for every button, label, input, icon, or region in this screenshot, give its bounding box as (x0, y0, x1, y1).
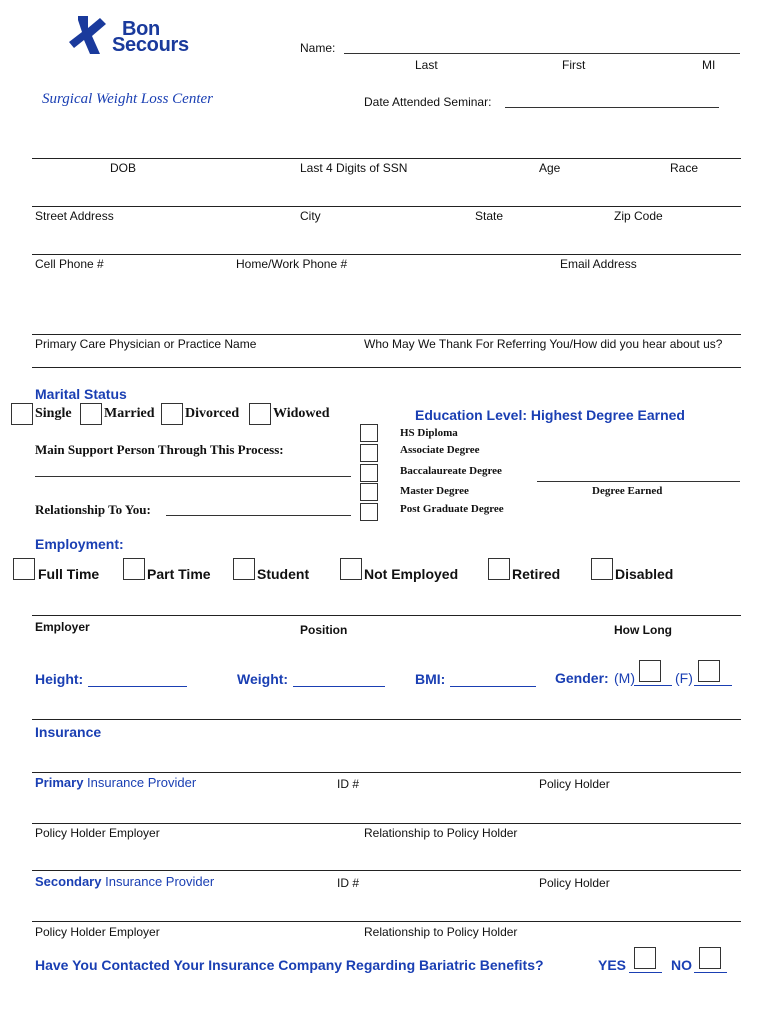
home-work-phone-label[interactable]: Home/Work Phone # (236, 257, 348, 271)
divider (32, 334, 741, 335)
gender-m-label: (M) (614, 670, 635, 686)
employment-title: Employment: (35, 536, 124, 552)
secondary-bold: Secondary (35, 874, 102, 889)
divider (32, 921, 741, 922)
marital-divorced-checkbox[interactable] (161, 403, 183, 425)
degree-earned-field[interactable] (537, 481, 740, 482)
marital-single-label: Single (35, 406, 72, 421)
gender-m-checkbox[interactable] (639, 660, 661, 682)
employer-label[interactable]: Employer (35, 620, 90, 634)
emp-notemployed-checkbox[interactable] (340, 558, 362, 580)
secondary-holder-employer-label[interactable]: Policy Holder Employer (35, 925, 160, 939)
edu-associate-label: Associate Degree (400, 444, 480, 456)
edu-associate-checkbox[interactable] (360, 444, 378, 462)
seminar-field[interactable] (505, 107, 719, 108)
height-field[interactable] (88, 686, 187, 687)
email-label[interactable]: Email Address (560, 257, 637, 271)
edu-postgrad-checkbox[interactable] (360, 503, 378, 521)
name-sub-first: First (562, 58, 586, 72)
logo-line1: Bon (122, 18, 160, 40)
how-long-label[interactable]: How Long (614, 623, 672, 637)
gender-f-checkbox[interactable] (698, 660, 720, 682)
emp-disabled-checkbox[interactable] (591, 558, 613, 580)
degree-earned-label: Degree Earned (592, 485, 663, 497)
emp-retired-label: Retired (512, 566, 561, 582)
emp-parttime-checkbox[interactable] (123, 558, 145, 580)
edu-baccalaureate-label: Baccalaureate Degree (400, 465, 502, 477)
no-checkbox[interactable] (699, 947, 721, 969)
emp-fulltime-checkbox[interactable] (13, 558, 35, 580)
marital-widowed-label: Widowed (273, 406, 330, 421)
logo (66, 14, 206, 58)
primary-policy-holder-label[interactable]: Policy Holder (539, 777, 610, 791)
marital-single-checkbox[interactable] (11, 403, 33, 425)
name-label: Name: (300, 41, 336, 55)
divider (32, 367, 741, 368)
marital-widowed-checkbox[interactable] (249, 403, 271, 425)
logo-line2: Secours (112, 34, 189, 56)
cell-phone-label[interactable]: Cell Phone # (35, 257, 104, 271)
emp-disabled-label: Disabled (615, 566, 674, 582)
name-sub-mi: MI (702, 58, 716, 72)
edu-postgrad-label: Post Graduate Degree (400, 503, 504, 515)
education-title: Education Level: Highest Degree Earned (415, 407, 685, 423)
emp-student-checkbox[interactable] (233, 558, 255, 580)
emp-notemployed-label: Not Employed (364, 566, 459, 582)
bariatric-question: Have You Contacted Your Insurance Company Regarding Bariatric Benefits? (35, 957, 544, 973)
divider (32, 615, 741, 616)
emp-fulltime-label: Full Time (38, 566, 100, 582)
age-label[interactable]: Age (539, 161, 561, 175)
name-field[interactable] (344, 53, 740, 54)
primary-rest: Insurance Provider (87, 775, 197, 790)
edu-master-checkbox[interactable] (360, 483, 378, 501)
gender-f-field[interactable] (694, 685, 732, 686)
seminar-label: Date Attended Seminar: (364, 95, 492, 109)
no-label: NO (671, 957, 692, 973)
no-field[interactable] (694, 972, 727, 973)
marital-status-title: Marital Status (35, 386, 127, 402)
relationship-field[interactable] (166, 515, 351, 516)
edu-master-label: Master Degree (400, 485, 469, 497)
referral-label[interactable]: Who May We Thank For Referring You/How did you hear about us? (364, 337, 723, 351)
name-sub-last: Last (415, 58, 438, 72)
primary-holder-employer-label[interactable]: Policy Holder Employer (35, 826, 160, 840)
secondary-relationship-label[interactable]: Relationship to Policy Holder (364, 925, 518, 939)
secondary-id-label[interactable]: ID # (337, 876, 360, 890)
gender-f-label: (F) (675, 670, 693, 686)
bmi-label: BMI: (415, 671, 446, 687)
edu-hs-checkbox[interactable] (360, 424, 378, 442)
insurance-title: Insurance (35, 724, 102, 740)
primary-relationship-label[interactable]: Relationship to Policy Holder (364, 826, 518, 840)
street-label[interactable]: Street Address (35, 209, 114, 223)
divider (32, 870, 741, 871)
zip-label[interactable]: Zip Code (614, 209, 663, 223)
divider (32, 719, 741, 720)
secondary-policy-holder-label[interactable]: Policy Holder (539, 876, 610, 890)
main-support-label: Main Support Person Through This Process: (35, 442, 284, 457)
gender-label: Gender: (555, 670, 609, 686)
yes-label: YES (598, 957, 627, 973)
city-label[interactable]: City (300, 209, 321, 223)
yes-checkbox[interactable] (634, 947, 656, 969)
gender-m-field[interactable] (634, 685, 672, 686)
divider (32, 206, 741, 207)
dob-label[interactable]: DOB (110, 161, 137, 175)
divider (32, 772, 741, 773)
weight-field[interactable] (293, 686, 385, 687)
emp-parttime-label: Part Time (147, 566, 211, 582)
divider (32, 254, 741, 255)
pcp-label[interactable]: Primary Care Physician or Practice Name (35, 337, 257, 351)
relationship-label: Relationship To You: (35, 502, 151, 517)
yes-field[interactable] (629, 972, 662, 973)
state-label[interactable]: State (475, 209, 504, 223)
marital-married-label: Married (104, 406, 155, 421)
height-label: Height: (35, 671, 84, 687)
marital-divorced-label: Divorced (185, 406, 240, 421)
race-label[interactable]: Race (670, 161, 699, 175)
main-support-field[interactable] (35, 476, 351, 477)
marital-married-checkbox[interactable] (80, 403, 102, 425)
position-label[interactable]: Position (300, 623, 348, 637)
bmi-field[interactable] (450, 686, 536, 687)
edu-baccalaureate-checkbox[interactable] (360, 464, 378, 482)
divider (32, 823, 741, 824)
edu-hs-label: HS Diploma (400, 427, 458, 439)
primary-provider-label[interactable] (35, 775, 196, 790)
center-name: Surgical Weight Loss Center (42, 91, 213, 107)
divider (32, 158, 741, 159)
emp-student-label: Student (257, 566, 310, 582)
weight-label: Weight: (237, 671, 289, 687)
emp-retired-checkbox[interactable] (488, 558, 510, 580)
secondary-provider-label[interactable] (35, 874, 214, 889)
bon-secours-logo-icon (66, 14, 118, 58)
primary-id-label[interactable]: ID # (337, 777, 360, 791)
primary-bold: Primary (35, 775, 84, 790)
ssn-label[interactable]: Last 4 Digits of SSN (300, 161, 408, 175)
secondary-rest: Insurance Provider (105, 874, 215, 889)
